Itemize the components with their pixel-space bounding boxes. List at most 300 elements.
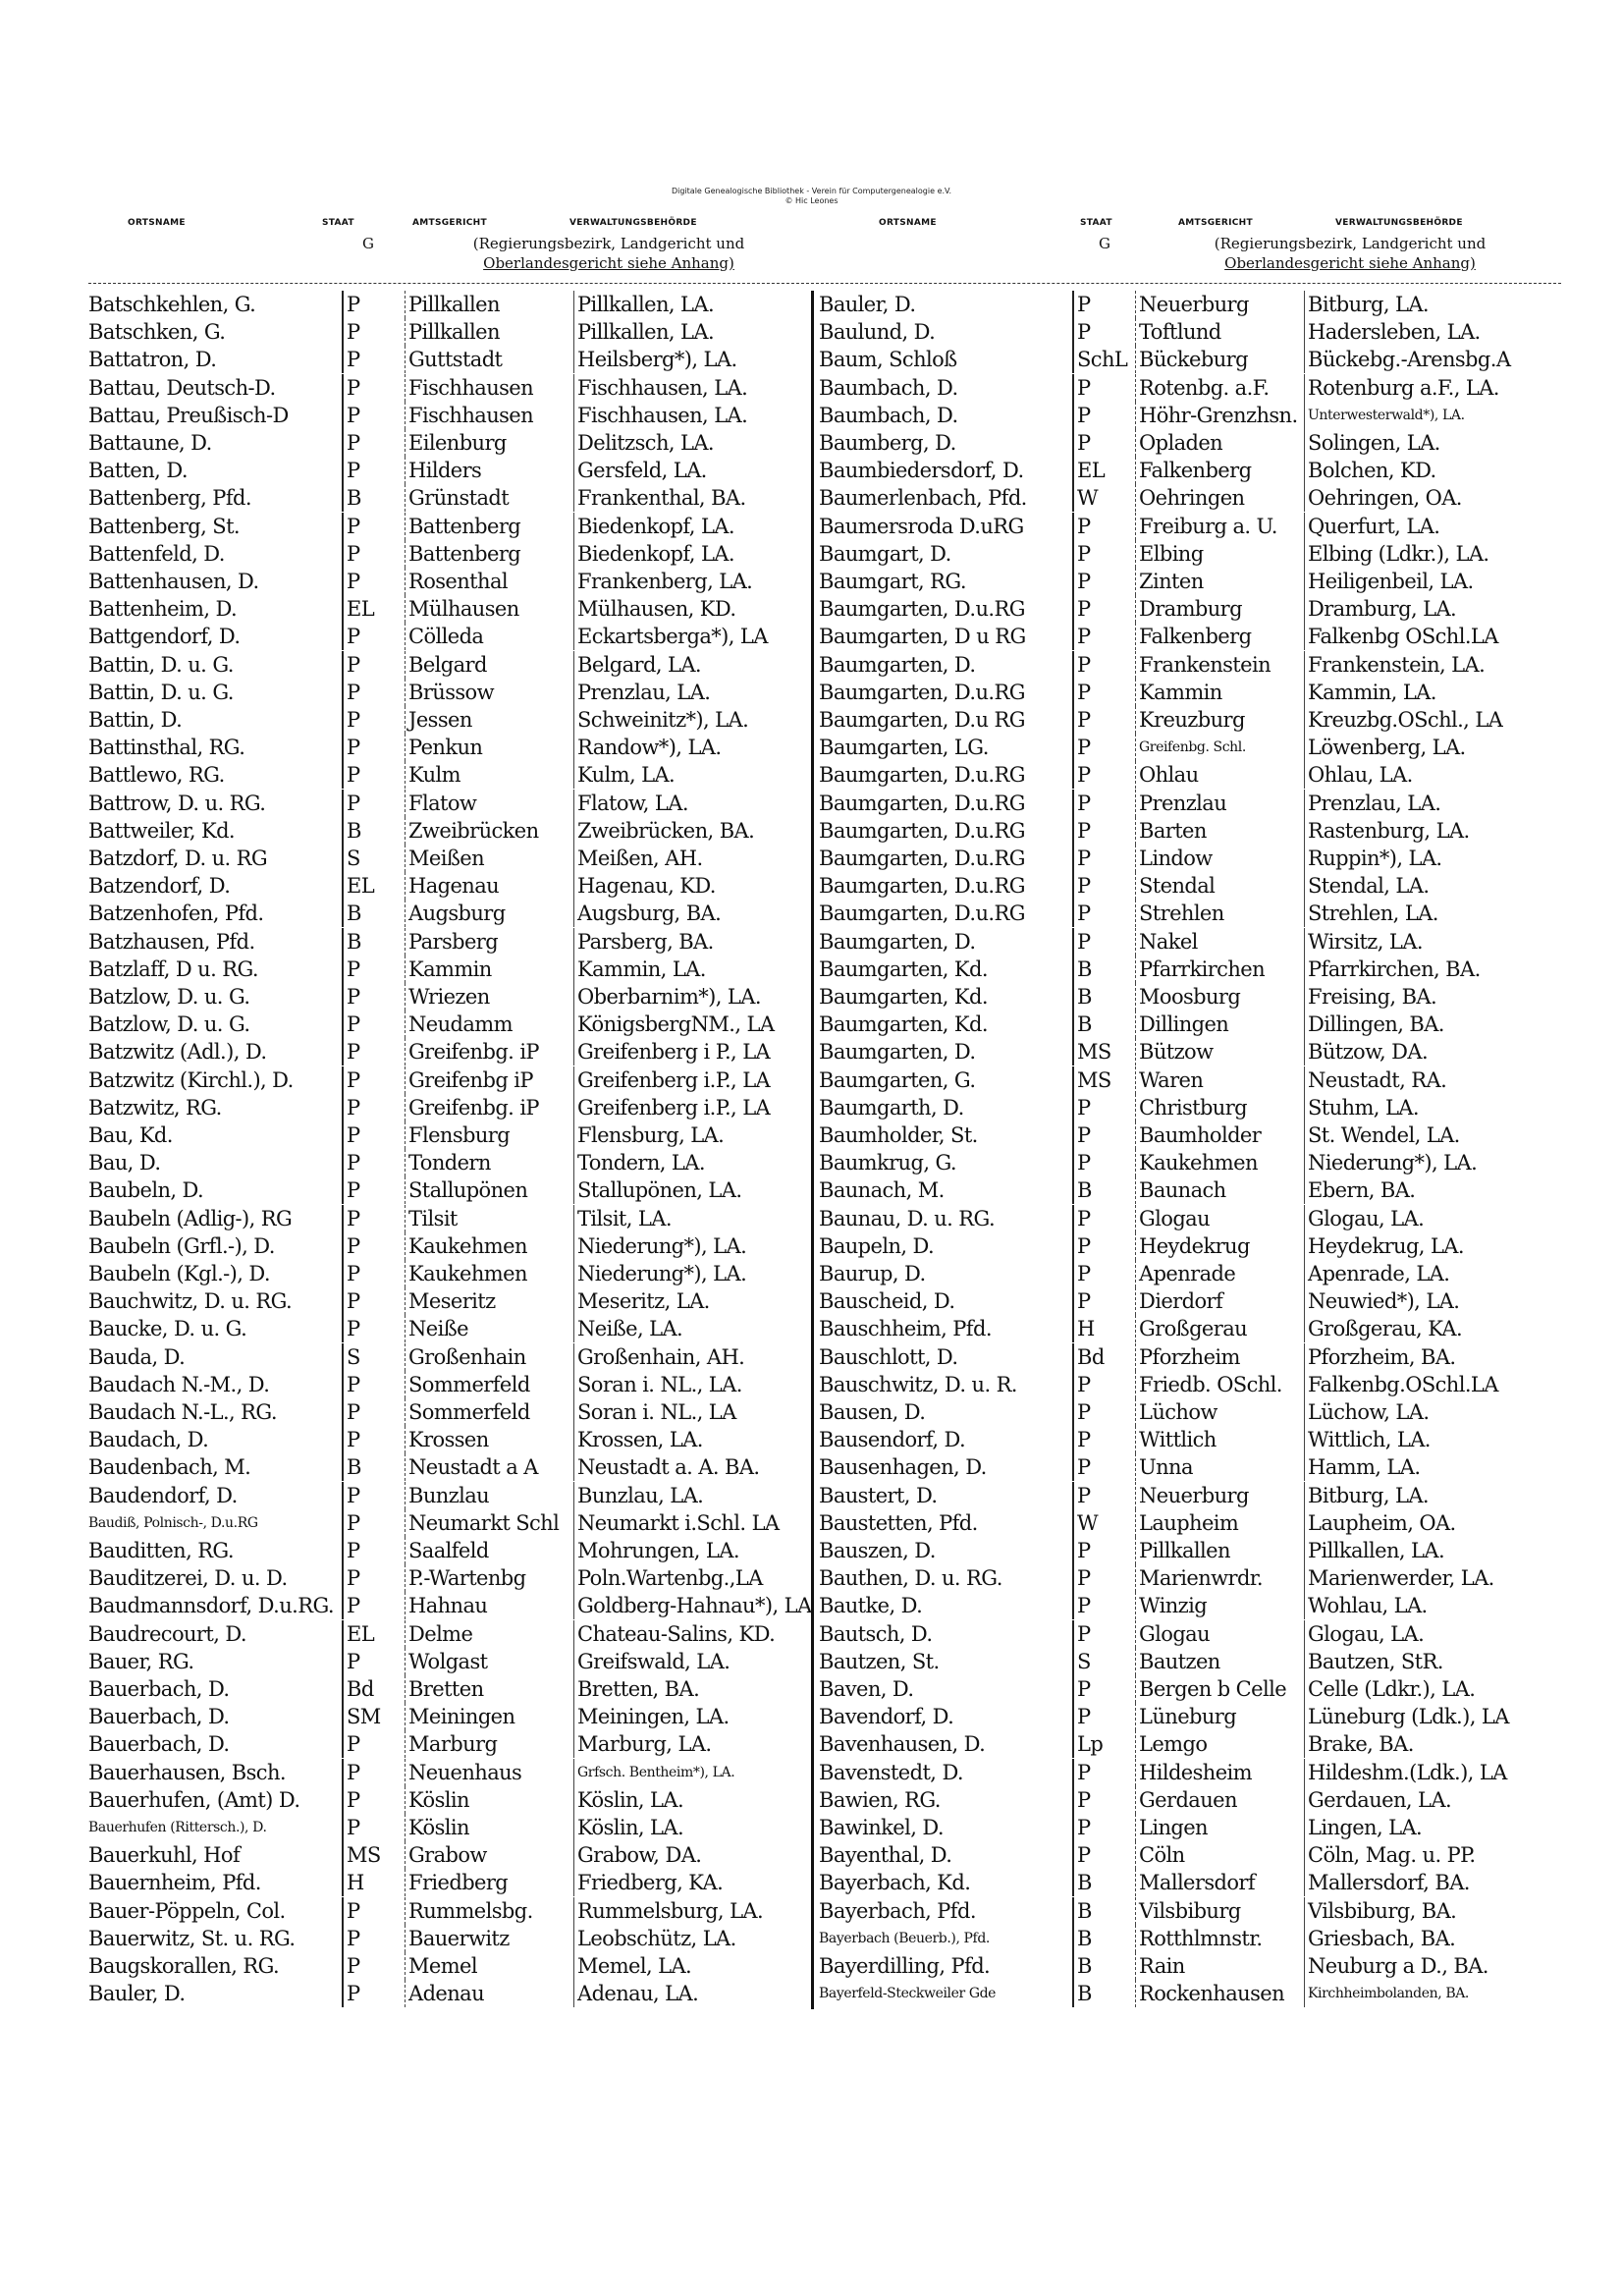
place-name: Baumbach, D. [819, 375, 958, 400]
administrative-authority: Lüneburg (Ldk.), LA [1304, 1703, 1565, 1730]
place-name: Bayerfeld-Steckweiler Gde [819, 1986, 997, 2002]
state: P [1072, 1232, 1132, 1260]
table-row [88, 1287, 835, 1315]
administrative-authority: Großgerau, KA. [1304, 1315, 1565, 1342]
place-name: Bawien, RG. [819, 1787, 941, 1812]
place-name: Bauerkuhl, Hof [88, 1843, 241, 1868]
state: P [342, 568, 402, 595]
place-name: Bautzen, St. [819, 1649, 940, 1673]
district-court: Strehlen [1135, 900, 1302, 927]
table-row [88, 1038, 835, 1066]
administrative-authority: Greifenberg i.P., LA [573, 1094, 835, 1121]
table-row [88, 651, 835, 679]
district-court: Rain [1135, 1952, 1302, 1980]
administrative-authority: Adenau, LA. [573, 1980, 835, 2007]
administrative-authority: Lüchow, LA. [1304, 1398, 1565, 1426]
table-row [88, 291, 835, 318]
administrative-authority: Soran i. NL., LA [573, 1398, 835, 1426]
state: P [342, 346, 402, 373]
place-name: Bauerwitz, St. u. RG. [88, 1926, 296, 1950]
table-row [819, 568, 1565, 595]
administrative-authority: Krossen, LA. [573, 1426, 835, 1453]
place-name: Baubeln (Adlig-), RG [88, 1206, 293, 1230]
table-row [819, 1371, 1565, 1398]
administrative-authority: Köslin, LA. [573, 1814, 835, 1841]
administrative-authority: Frankenstein, LA. [1304, 651, 1565, 679]
place-name: Bayenthal, D. [819, 1843, 952, 1868]
district-court: Saalfeld [405, 1537, 571, 1564]
state: P [1072, 1371, 1132, 1398]
table-row [88, 1841, 835, 1869]
state: P [1072, 900, 1132, 927]
administrative-authority: Löwenberg, LA. [1304, 734, 1565, 761]
table-row [819, 817, 1565, 845]
place-name: Baumholder, St. [819, 1123, 978, 1147]
table-row [88, 706, 835, 734]
state: P [342, 1786, 402, 1814]
state: P [1072, 1287, 1132, 1315]
administrative-authority: Dillingen, BA. [1304, 1011, 1565, 1038]
state: B [1072, 983, 1132, 1011]
table-row [819, 1814, 1565, 1841]
administrative-authority: Dramburg, LA. [1304, 595, 1565, 623]
administrative-authority: Köslin, LA. [573, 1786, 835, 1814]
administrative-authority: Bückebg.-Arensbg.A [1304, 346, 1565, 373]
note-staat-fragment-right: G [1099, 235, 1110, 252]
table-row [88, 872, 835, 900]
table-row [819, 1287, 1565, 1315]
state: P [342, 429, 402, 457]
administrative-authority: Delitzsch, LA. [573, 429, 835, 457]
table-row [88, 1260, 835, 1287]
place-name: Batzwitz (Adl.), D. [88, 1040, 267, 1065]
state: P [1072, 1426, 1132, 1453]
place-name: Battenfeld, D. [88, 541, 225, 566]
table-row [819, 790, 1565, 817]
place-name: Baubeln, D. [88, 1178, 204, 1203]
district-court: Pillkallen [405, 318, 571, 346]
place-name: Bawinkel, D. [819, 1816, 944, 1839]
administrative-authority: Celle (Ldkr.), LA. [1304, 1675, 1565, 1703]
place-name: Battau, Deutsch-D. [88, 375, 276, 400]
administrative-authority: Oberbarnim*), LA. [573, 983, 835, 1011]
place-name: Baumgarten, D.u.RG [819, 902, 1025, 926]
district-court: Rotthlmnstr. [1135, 1925, 1302, 1952]
state: Lp [1072, 1730, 1132, 1758]
table-row [819, 540, 1565, 568]
table-row [819, 1315, 1565, 1342]
state: B [1072, 1925, 1132, 1952]
place-name: Baunach, M. [819, 1178, 945, 1203]
state: P [1072, 872, 1132, 900]
place-name: Baumgarten, D.u RG [819, 708, 1025, 732]
administrative-authority: Heydekrug, LA. [1304, 1232, 1565, 1260]
table-row [88, 1315, 835, 1342]
place-name: Batzlow, D. u. G. [88, 985, 250, 1009]
state: EL [342, 1620, 402, 1648]
district-court: Apenrade [1135, 1260, 1302, 1287]
table-row [88, 1897, 835, 1925]
place-name: Baumgarten, G. [819, 1067, 976, 1092]
table-row [88, 1509, 835, 1537]
state: P [1072, 1814, 1132, 1841]
administrative-authority: Frankenberg, LA. [573, 568, 835, 595]
table-row [88, 1952, 835, 1980]
state: P [1072, 623, 1132, 650]
state: B [342, 1453, 402, 1481]
state: P [1072, 318, 1132, 346]
administrative-authority: KönigsbergNM., LA [573, 1011, 835, 1038]
district-court: Friedberg [405, 1869, 571, 1896]
note-line-1: (Regierungsbezirk, Landgericht und [1214, 235, 1487, 252]
administrative-authority: Frankenthal, BA. [573, 484, 835, 512]
place-name: Baumgarten, Kd. [819, 985, 988, 1009]
place-name: Batschkehlen, G. [88, 293, 256, 316]
place-name: Baudach N.-L., RG. [88, 1400, 277, 1424]
administrative-authority: Friedberg, KA. [573, 1869, 835, 1896]
place-name: Bauschlott, D. [819, 1344, 958, 1369]
administrative-authority: Grfsch. Bentheim*), LA. [573, 1759, 835, 1786]
table-row [819, 595, 1565, 623]
table-row [88, 1149, 835, 1176]
state: W [1072, 1509, 1132, 1537]
place-name: Battweiler, Kd. [88, 818, 235, 843]
district-court: Memel [405, 1952, 571, 1980]
state: P [1072, 651, 1132, 679]
administrative-authority: Stendal, LA. [1304, 872, 1565, 900]
table-row [819, 1038, 1565, 1066]
table-row [88, 402, 835, 429]
table-row [819, 1094, 1565, 1121]
administrative-authority: Oehringen, OA. [1304, 484, 1565, 512]
place-name: Bausen, D. [819, 1400, 926, 1424]
place-name: Baumersroda D.uRG [819, 514, 1024, 538]
district-court: Neuerburg [1135, 291, 1302, 318]
administrative-authority: Cöln, Mag. u. PP. [1304, 1841, 1565, 1869]
table-row [88, 983, 835, 1011]
place-name: Bavendorf, D. [819, 1705, 954, 1729]
district-court: Prenzlau [1135, 790, 1302, 817]
administrative-authority: Bolchen, KD. [1304, 457, 1565, 484]
table-row [819, 291, 1565, 318]
state: P [1072, 761, 1132, 789]
administrative-authority: Goldberg-Hahnau*), LA [573, 1592, 835, 1619]
district-court: Greifenbg. iP [405, 1038, 571, 1066]
administrative-authority: Falkenbg.OSchl.LA [1304, 1371, 1565, 1398]
district-court: Köslin [405, 1814, 571, 1841]
administrative-authority: Gersfeld, LA. [573, 457, 835, 484]
district-court: Hagenau [405, 872, 571, 900]
district-court: Wittlich [1135, 1426, 1302, 1453]
place-name: Baumgart, D. [819, 541, 951, 566]
note-right [1134, 234, 1566, 273]
place-name: Baumbiedersdorf, D. [819, 459, 1024, 483]
district-court: Rotenbg. a.F. [1135, 374, 1302, 402]
administrative-authority: Niederung*), LA. [1304, 1149, 1565, 1176]
table-row [819, 1620, 1565, 1648]
place-name: Baulund, D. [819, 320, 936, 345]
place-name: Baubeln (Kgl.-), D. [88, 1262, 270, 1285]
table-row [819, 706, 1565, 734]
table-row [819, 983, 1565, 1011]
administrative-authority: Hildeshm.(Ldk.), LA [1304, 1759, 1565, 1786]
place-name: Bauerbach, D. [88, 1677, 230, 1701]
administrative-authority: Bützow, DA. [1304, 1038, 1565, 1066]
administrative-authority: Meseritz, LA. [573, 1287, 835, 1315]
state: MS [1072, 1066, 1132, 1094]
table-row [88, 1398, 835, 1426]
district-court: Sommerfeld [405, 1371, 571, 1398]
table-row [88, 1869, 835, 1896]
district-court: Greifenbg. iP [405, 1094, 571, 1121]
state: P [342, 1371, 402, 1398]
state: P [342, 1260, 402, 1287]
table-row [88, 1066, 835, 1094]
administrative-authority: Marburg, LA. [573, 1730, 835, 1758]
state: P [1072, 374, 1132, 402]
state: B [342, 484, 402, 512]
table-row [88, 1453, 835, 1481]
place-name: Bavenstedt, D. [819, 1760, 964, 1784]
district-court: Ohlau [1135, 761, 1302, 789]
table-row [819, 1925, 1565, 1952]
table-row [88, 346, 835, 373]
administrative-authority: Prenzlau, LA. [1304, 790, 1565, 817]
place-name: Battenhausen, D. [88, 570, 259, 593]
table-row [819, 900, 1565, 927]
place-name: Battgendorf, D. [88, 625, 241, 649]
district-court: Lemgo [1135, 1730, 1302, 1758]
table-row [819, 1564, 1565, 1592]
district-court: Wolgast [405, 1648, 571, 1675]
district-court: Bretten [405, 1675, 571, 1703]
state: B [1072, 1897, 1132, 1925]
table-row [88, 1205, 835, 1232]
district-court: Penkun [405, 734, 571, 761]
administrative-authority: Prenzlau, LA. [573, 679, 835, 706]
state: B [342, 928, 402, 956]
table-row [819, 318, 1565, 346]
place-name: Battatron, D. [88, 348, 217, 372]
place-name: Batzwitz (Kirchl.), D. [88, 1067, 294, 1092]
table-row [88, 845, 835, 872]
state: P [342, 1038, 402, 1066]
state: B [1072, 1176, 1132, 1204]
administrative-authority: Pforzheim, BA. [1304, 1343, 1565, 1371]
administrative-authority: Gerdauen, LA. [1304, 1786, 1565, 1814]
administrative-authority: Tondern, LA. [573, 1149, 835, 1176]
district-court: Delme [405, 1620, 571, 1648]
state: P [342, 1121, 402, 1149]
place-name: Baumgarten, D. [819, 1040, 976, 1065]
district-court: Grabow [405, 1841, 571, 1869]
state: P [1072, 845, 1132, 872]
place-name: Bauditten, RG. [88, 1539, 234, 1562]
administrative-authority: Heilsberg*), LA. [573, 346, 835, 373]
administrative-authority: Tilsit, LA. [573, 1205, 835, 1232]
place-name: Baumgarten, D.u.RG [819, 791, 1025, 815]
table-row [819, 928, 1565, 956]
administrative-authority: Bitburg, LA. [1304, 291, 1565, 318]
table-row [819, 761, 1565, 789]
administrative-authority: Meißen, AH. [573, 845, 835, 872]
district-court: Lindow [1135, 845, 1302, 872]
administrative-authority: Chateau-Salins, KD. [573, 1620, 835, 1648]
district-court: Fischhausen [405, 402, 571, 429]
table-row [819, 1841, 1565, 1869]
state: P [342, 1592, 402, 1619]
table-row [819, 1648, 1565, 1675]
district-court: Rockenhausen [1135, 1980, 1302, 2007]
state: MS [342, 1841, 402, 1869]
state: P [1072, 928, 1132, 956]
district-court: Elbing [1135, 540, 1302, 568]
state: P [342, 623, 402, 650]
administrative-authority: Neuwied*), LA. [1304, 1287, 1565, 1315]
table-row [819, 623, 1565, 650]
place-name: Battenheim, D. [88, 597, 238, 622]
district-court: Lingen [1135, 1814, 1302, 1841]
district-court: Gerdauen [1135, 1786, 1302, 1814]
state: P [342, 651, 402, 679]
table-row [88, 1592, 835, 1619]
note-staat-fragment-left: G [362, 235, 374, 252]
state: P [342, 1648, 402, 1675]
table-row [88, 956, 835, 983]
state: P [342, 1232, 402, 1260]
header-verwaltung-left: VERWALTUNGSBEHÖRDE [569, 218, 697, 228]
table-row [819, 1786, 1565, 1814]
table-row [88, 1371, 835, 1398]
table-row [819, 1897, 1565, 1925]
place-name: Batzwitz, RG. [88, 1095, 222, 1120]
table-row [819, 402, 1565, 429]
place-name: Bau, D. [88, 1151, 161, 1175]
table-row [88, 679, 835, 706]
place-name: Baudenbach, M. [88, 1455, 251, 1480]
administrative-authority: Neustadt a. A. BA. [573, 1453, 835, 1481]
table-row [819, 1149, 1565, 1176]
place-name: Batzenhofen, Pfd. [88, 902, 264, 926]
administrative-authority: Mülhausen, KD. [573, 595, 835, 623]
place-name: Bauerhufen (Rittersch.), D. [88, 1820, 267, 1835]
table-row [819, 1952, 1565, 1980]
table-row [88, 1564, 835, 1592]
table-row [88, 1925, 835, 1952]
table-row [88, 1675, 835, 1703]
table-row [88, 540, 835, 568]
district-court: Neuerburg [1135, 1482, 1302, 1509]
administrative-authority: Glogau, LA. [1304, 1205, 1565, 1232]
state: P [1072, 1121, 1132, 1149]
state: P [1072, 1759, 1132, 1786]
district-court: Christburg [1135, 1094, 1302, 1121]
state: B [1072, 1952, 1132, 1980]
district-court: Falkenberg [1135, 457, 1302, 484]
state: B [1072, 1011, 1132, 1038]
header-staat-right: STAAT [1080, 218, 1112, 228]
administrative-authority: Fischhausen, LA. [573, 374, 835, 402]
administrative-authority: Neiße, LA. [573, 1315, 835, 1342]
state: P [342, 761, 402, 789]
state: S [342, 845, 402, 872]
administrative-authority: Falkenbg OSchl.LA [1304, 623, 1565, 650]
place-name: Bauerbach, D. [88, 1705, 230, 1729]
district-court: Bergen b Celle [1135, 1675, 1302, 1703]
administrative-authority: Ruppin*), LA. [1304, 845, 1565, 872]
place-name: Bauscheid, D. [819, 1289, 955, 1314]
header-ortsname-right: ORTSNAME [879, 218, 937, 228]
table-row [88, 484, 835, 512]
state: P [342, 402, 402, 429]
header-verwaltung-right: VERWALTUNGSBEHÖRDE [1335, 218, 1463, 228]
table-row [88, 817, 835, 845]
administrative-authority: Neustadt, RA. [1304, 1066, 1565, 1094]
district-court: Großenhain [405, 1343, 571, 1371]
table-row [819, 1205, 1565, 1232]
table-row [88, 1094, 835, 1121]
place-name: Baunau, D. u. RG. [819, 1206, 996, 1230]
place-name: Baumgarten, D. [819, 652, 976, 677]
header-staat-left: STAAT [322, 218, 354, 228]
table-row [819, 1343, 1565, 1371]
administrative-authority: Poln.Wartenbg.,LA [573, 1564, 835, 1592]
place-name: Baumgarten, D.u.RG [819, 874, 1025, 899]
place-name: Bavenhausen, D. [819, 1732, 986, 1757]
administrative-authority: Neuburg a D., BA. [1304, 1952, 1565, 1980]
state: P [342, 1011, 402, 1038]
state: H [342, 1869, 402, 1896]
table-row [819, 346, 1565, 373]
table-row [88, 513, 835, 540]
district-court: Jessen [405, 706, 571, 734]
administrative-authority: Belgard, LA. [573, 651, 835, 679]
table-row [819, 1011, 1565, 1038]
administrative-authority: Brake, BA. [1304, 1730, 1565, 1758]
administrative-authority: Apenrade, LA. [1304, 1260, 1565, 1287]
district-court: Kaukehmen [405, 1232, 571, 1260]
table-row [88, 429, 835, 457]
place-name: Baudach, D. [88, 1428, 209, 1452]
place-name: Bayerbach, Pfd. [819, 1898, 976, 1923]
state: B [1072, 956, 1132, 983]
state: P [1072, 679, 1132, 706]
place-name: Baustetten, Pfd. [819, 1510, 978, 1535]
administrative-authority: Marienwerder, LA. [1304, 1564, 1565, 1592]
district-court: Pfarrkirchen [1135, 956, 1302, 983]
administrative-authority: Neumarkt i.Schl. LA [573, 1509, 835, 1537]
district-court: Neumarkt Schl [405, 1509, 571, 1537]
state: P [342, 679, 402, 706]
district-court: Krossen [405, 1426, 571, 1453]
administrative-authority: Kulm, LA. [573, 761, 835, 789]
place-name: Baubeln (Grfl.-), D. [88, 1233, 275, 1258]
district-court: Stendal [1135, 872, 1302, 900]
administrative-authority: Hamm, LA. [1304, 1453, 1565, 1481]
state: P [342, 1814, 402, 1841]
table-row [819, 1426, 1565, 1453]
state: P [342, 1287, 402, 1315]
table-row [819, 1730, 1565, 1758]
table-row [819, 734, 1565, 761]
state: P [1072, 1149, 1132, 1176]
place-name: Baurup, D. [819, 1262, 926, 1285]
state: W [1072, 484, 1132, 512]
table-row [819, 1537, 1565, 1564]
table-row [88, 1537, 835, 1564]
place-name: Batzendorf, D. [88, 874, 231, 899]
administrative-authority: Mohrungen, LA. [573, 1537, 835, 1564]
